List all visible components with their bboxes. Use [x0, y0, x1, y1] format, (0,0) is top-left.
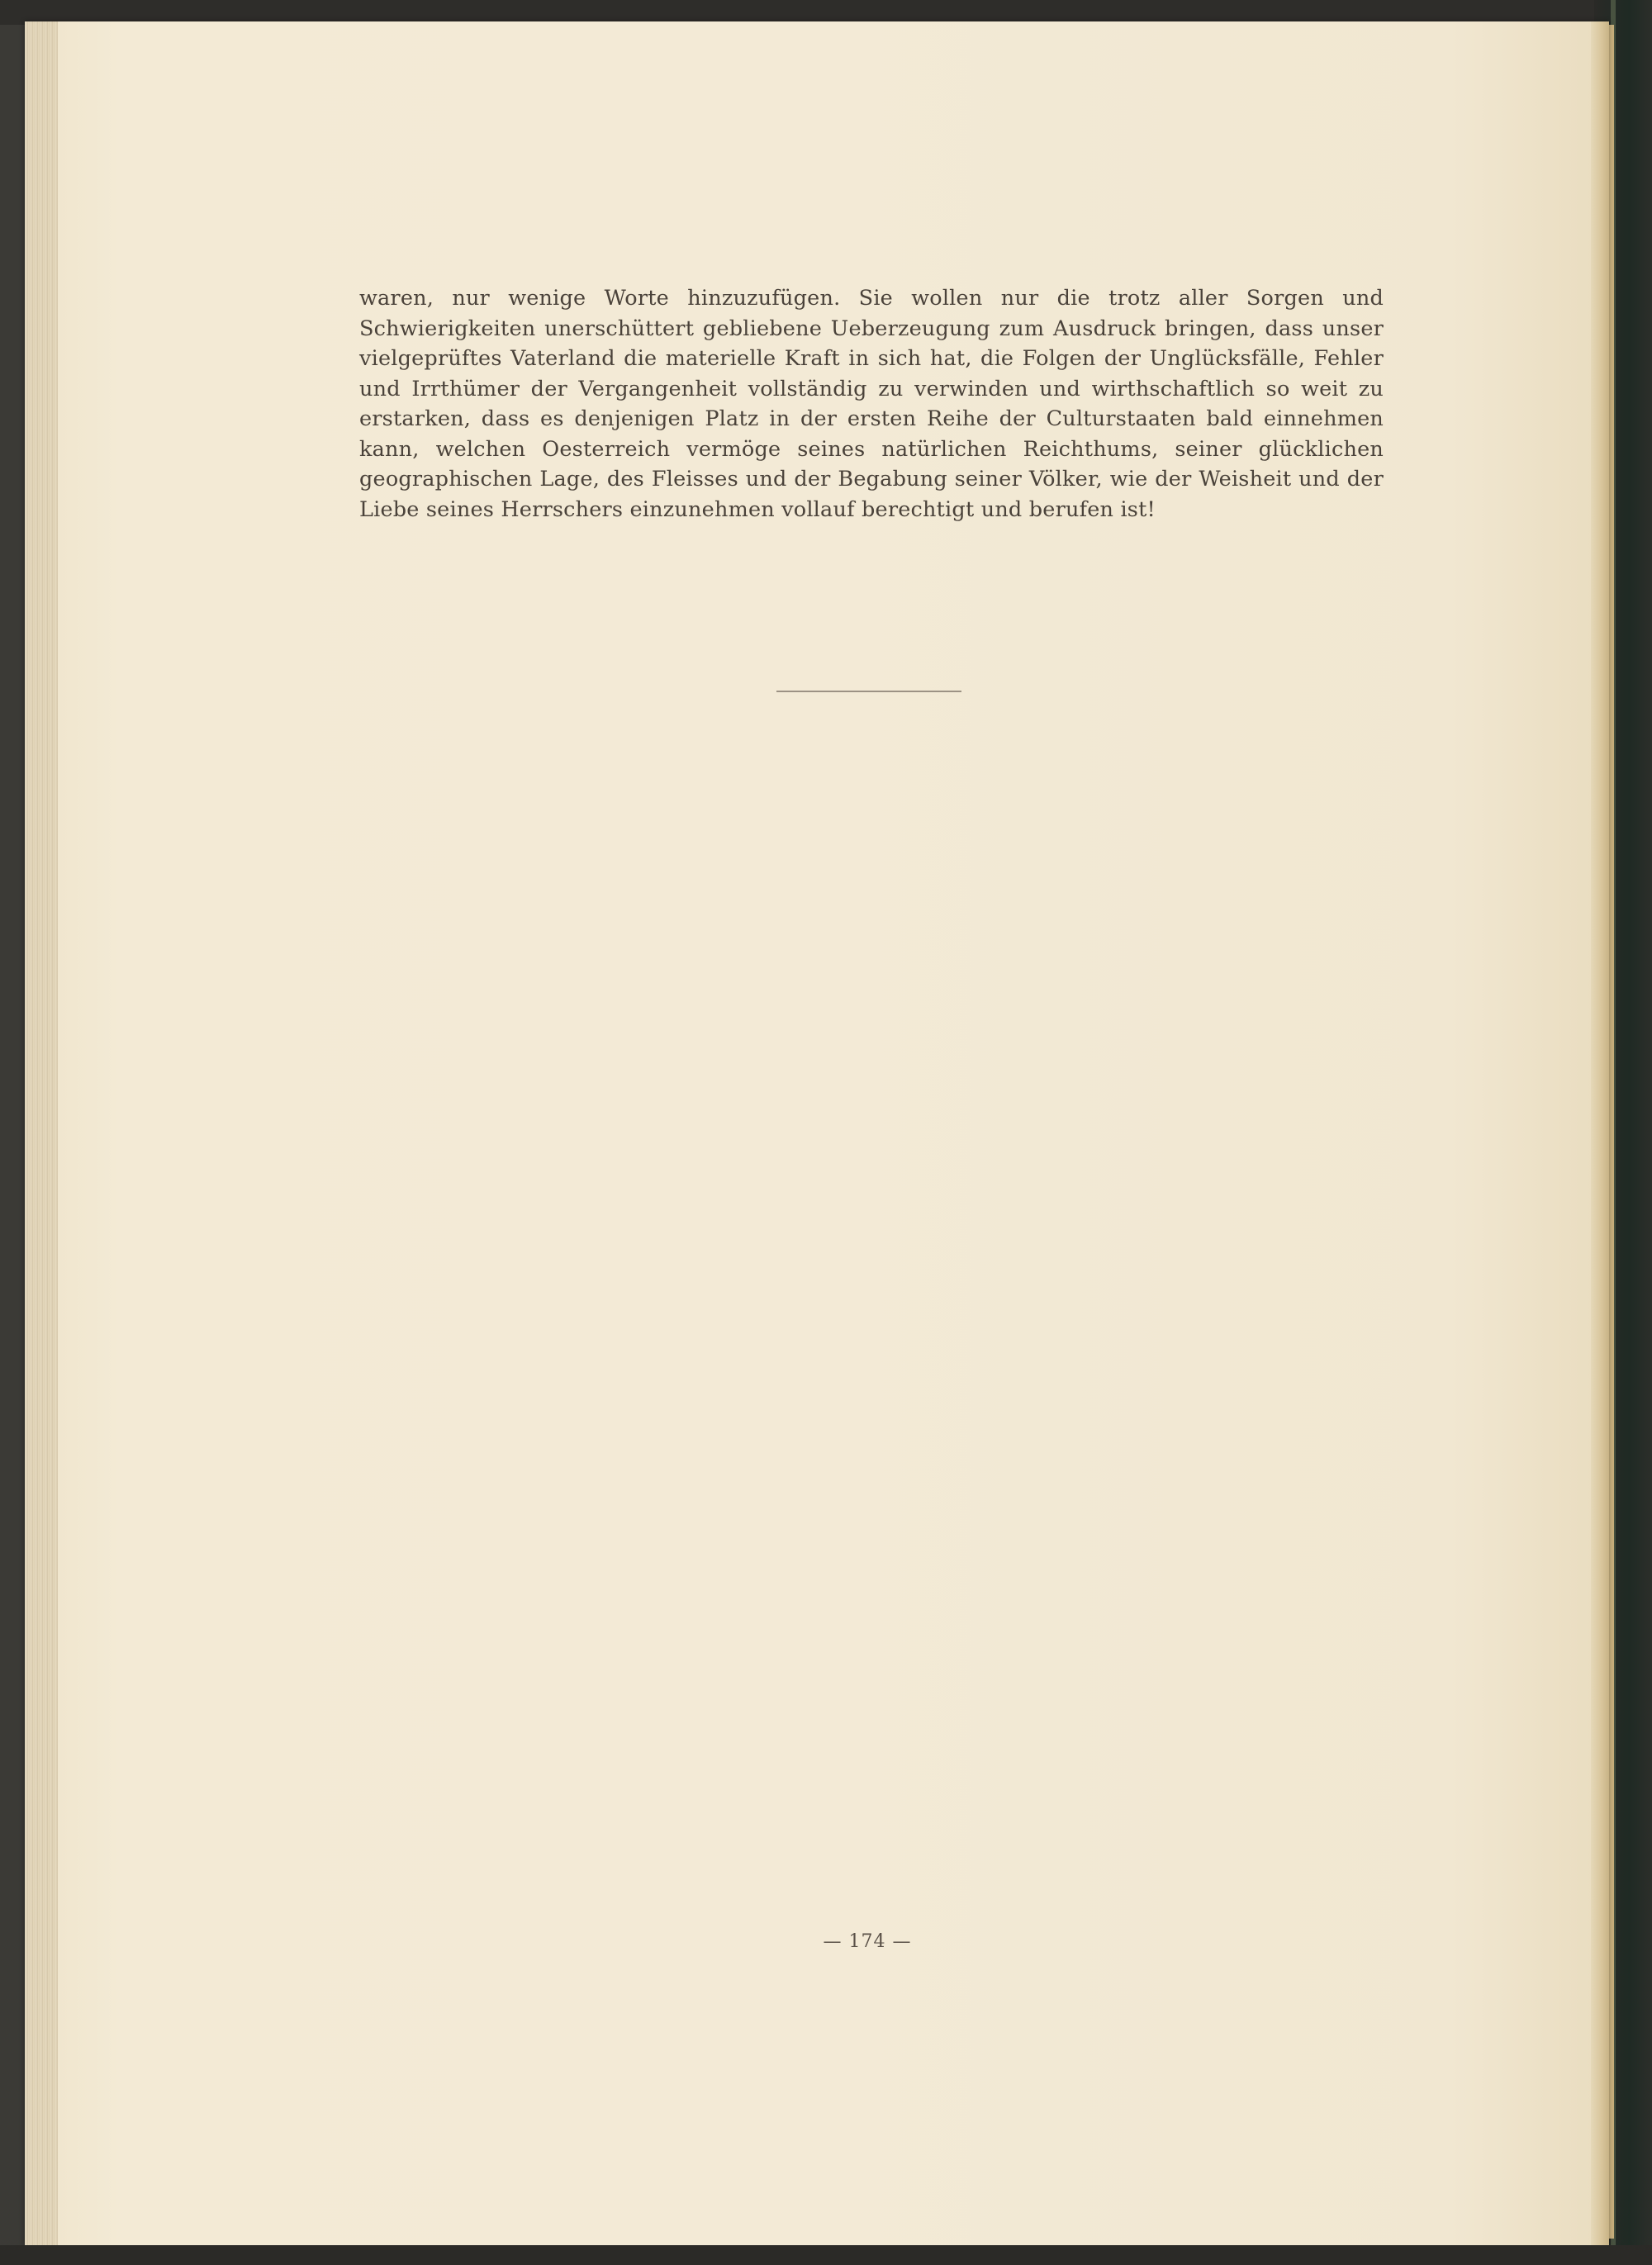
page-number: — 174 — [823, 1931, 912, 1952]
body-paragraph-block [359, 283, 1384, 525]
page-stack-edges [25, 21, 58, 2245]
scan-bottom-border [0, 2245, 1652, 2265]
body-paragraph: waren, nur wenige Worte hinzuzufügen. Sie wollen nur die trotz aller Sorgen und Schwierigkeiten unerschüttert gebliebene Ueberzeugung zum Ausdruck bringen, dass unser vielgeprüftes Vaterland die materielle Kraft in sich hat, die Folgen der Unglücksfälle, Fehler und Irrthümer der Vergangenheit vollständig zu verwinden und wirthschaftlich so weit zu erstarken, dass es denjenigen Platz in der ersten Reihe der Culturstaaten bald einnehmen kann, welchen Oesterreich vermöge seines natürlichen Reichthums, seiner glücklichen geographischen Lage, des Fleisses und der Begabung seiner Völker, wie der Weisheit und der Liebe seines Herrschers einzunehmen vollauf berechtigt und berufen ist! [359, 286, 1384, 522]
section-divider-rule [776, 691, 961, 692]
page-gutter-shadow [1591, 21, 1609, 2245]
